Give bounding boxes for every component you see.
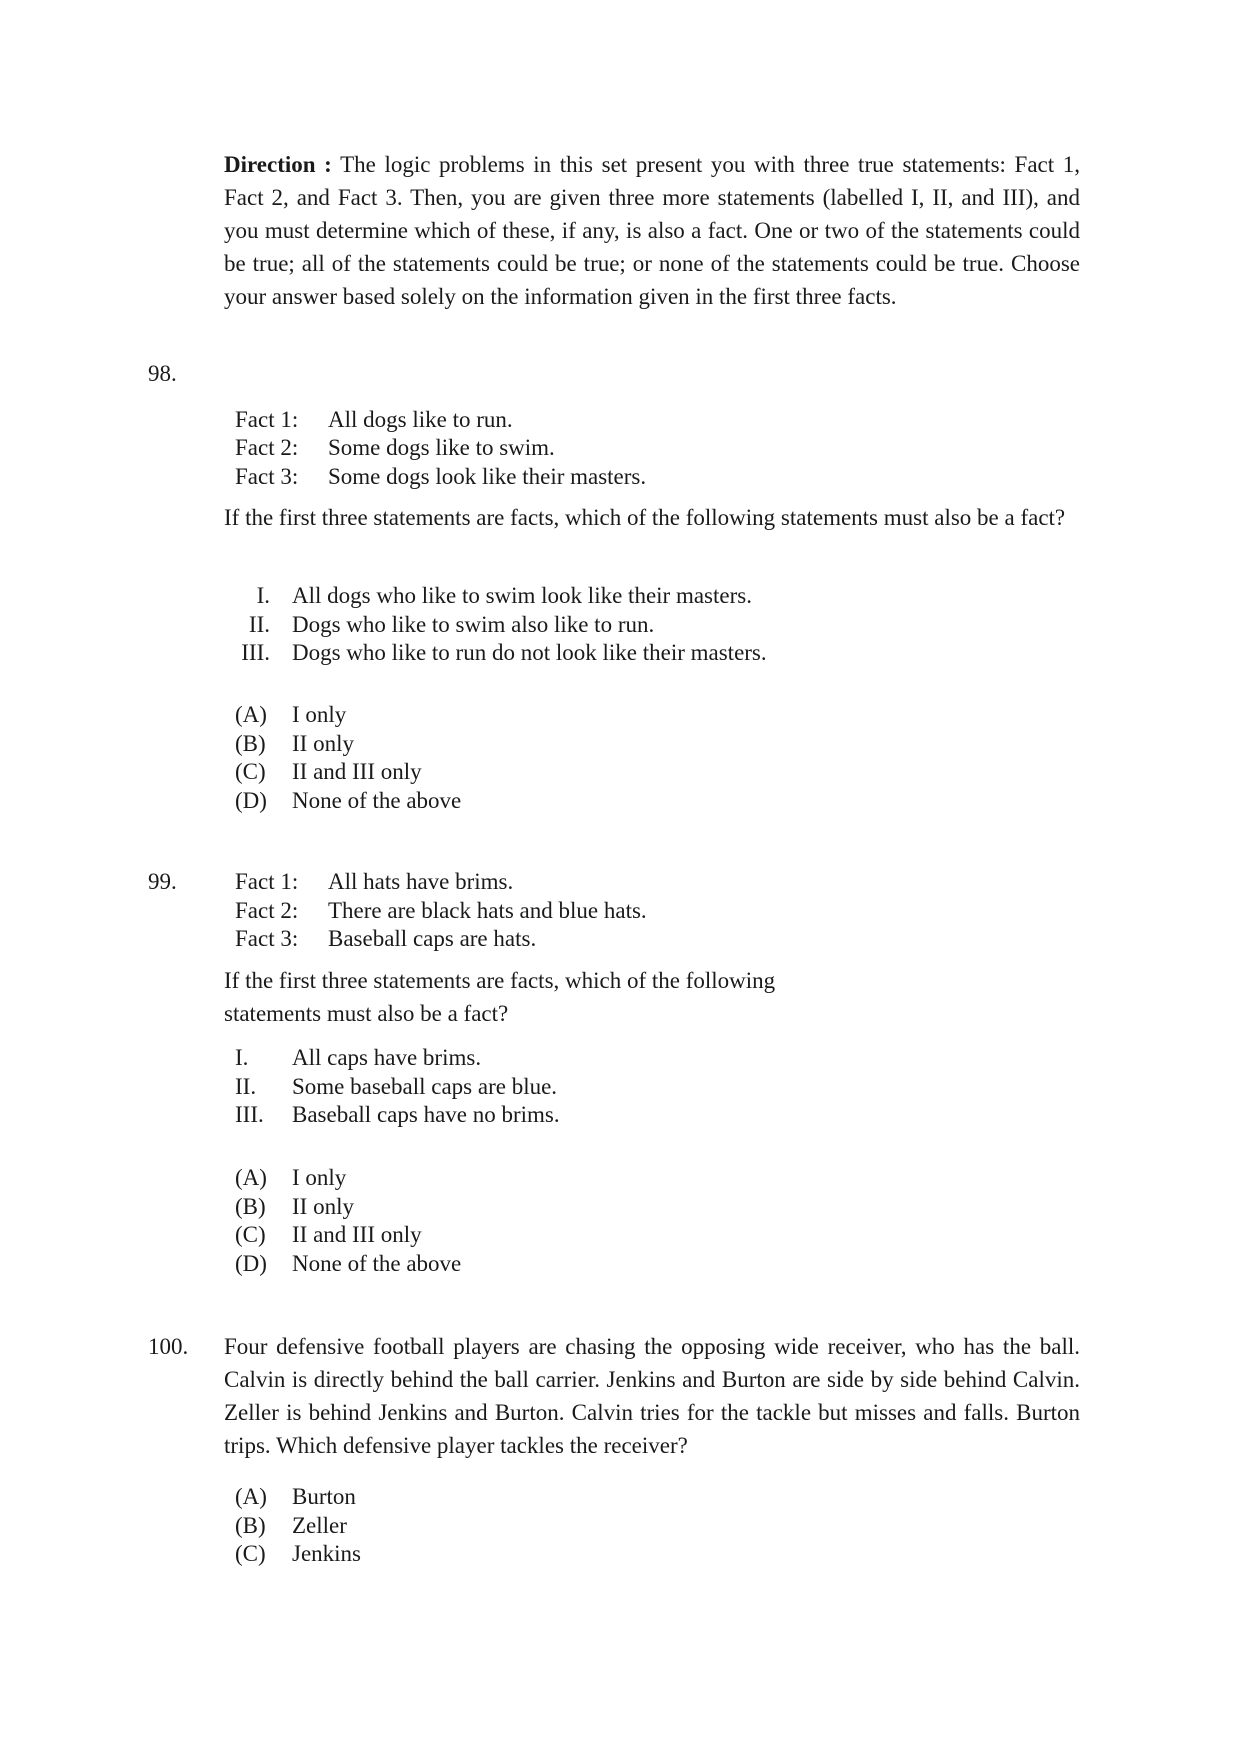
option-label: (A) bbox=[235, 1484, 267, 1509]
statement-label: I. bbox=[235, 1045, 249, 1070]
option-text: None of the above bbox=[292, 788, 462, 813]
statement-label: II. bbox=[235, 1074, 257, 1099]
fact-text: All hats have brims. bbox=[328, 869, 514, 894]
option-text: None of the above bbox=[292, 1251, 462, 1276]
direction-text: The logic problems in this set present you with three true statements: Fact 1, Fact 2, and Fact 3. Then, you are given three more statements (labelled I, II, and III), and you must determine which of these, if any, is also a fact. One or two of the statements could be true; all of the statements could be true; or none of the statements could be true. Choose your answer based solely on the information given in the first three facts. bbox=[224, 152, 1081, 309]
q99-question bbox=[224, 964, 775, 1030]
question-number-98: 98. bbox=[148, 361, 177, 386]
option-text: I only bbox=[292, 702, 347, 727]
statement-text: Baseball caps have no brims. bbox=[292, 1102, 560, 1127]
option-label: (B) bbox=[235, 1194, 266, 1219]
fact-text: Baseball caps are hats. bbox=[328, 926, 537, 951]
question-number-99: 99. bbox=[148, 869, 177, 894]
option-label: (D) bbox=[235, 1251, 267, 1276]
q99-question-line-2: statements must also be a fact? bbox=[224, 1001, 509, 1026]
statement-label: III. bbox=[235, 1102, 264, 1127]
option-label: (A) bbox=[235, 1165, 267, 1190]
option-label: (D) bbox=[235, 788, 267, 813]
q100-question: Four defensive football players are chasing the opposing wide receiver, who has the ball. Calvin is directly behind the ball carrier. Jenkins and Burton are side by side behind Calvin. Zeller is behind Jenkins and Burton. Calvin tries for the tackle but misses and falls. Burton trips. Which defensive player tackles the receiver? bbox=[224, 1334, 1080, 1458]
option-label: (C) bbox=[235, 1541, 266, 1566]
option-text: Burton bbox=[292, 1484, 356, 1509]
option-label: (A) bbox=[235, 702, 267, 727]
statement-text: All dogs who like to swim look like their masters. bbox=[292, 583, 752, 608]
statement-label: I. bbox=[256, 583, 270, 608]
direction-paragraph bbox=[224, 148, 1080, 313]
fact-label: Fact 2: bbox=[235, 898, 299, 923]
option-label: (C) bbox=[235, 1222, 266, 1247]
option-label: (C) bbox=[235, 759, 266, 784]
fact-text: There are black hats and blue hats. bbox=[328, 898, 647, 923]
option-text: II only bbox=[292, 1194, 354, 1219]
option-text: II only bbox=[292, 731, 354, 756]
statement-label: II. bbox=[248, 612, 270, 637]
statement-text: Dogs who like to swim also like to run. bbox=[292, 612, 655, 637]
option-text: II and III only bbox=[292, 1222, 422, 1247]
statement-text: Dogs who like to run do not look like their masters. bbox=[292, 640, 767, 665]
fact-label: Fact 1: bbox=[235, 407, 299, 432]
option-text: II and III only bbox=[292, 759, 422, 784]
fact-label: Fact 3: bbox=[235, 464, 299, 489]
fact-label: Fact 3: bbox=[235, 926, 299, 951]
option-text: I only bbox=[292, 1165, 347, 1190]
fact-text: Some dogs look like their masters. bbox=[328, 464, 647, 489]
fact-text: All dogs like to run. bbox=[328, 407, 513, 432]
q99-question-line-1: If the first three statements are facts, which of the following bbox=[224, 968, 776, 993]
fact-label: Fact 2: bbox=[235, 435, 299, 460]
option-label: (B) bbox=[235, 1513, 266, 1538]
fact-text: Some dogs like to swim. bbox=[328, 435, 555, 460]
option-text: Zeller bbox=[292, 1513, 347, 1538]
fact-label: Fact 1: bbox=[235, 869, 299, 894]
direction-label: Direction : bbox=[224, 152, 332, 177]
statement-text: Some baseball caps are blue. bbox=[292, 1074, 558, 1099]
question-number-100: 100. bbox=[148, 1334, 189, 1359]
statement-label: III. bbox=[241, 640, 270, 665]
q98-question: If the first three statements are facts, which of the following statements must also be a fact? bbox=[224, 505, 1066, 530]
option-text: Jenkins bbox=[292, 1541, 361, 1566]
statement-text: All caps have brims. bbox=[292, 1045, 482, 1070]
option-label: (B) bbox=[235, 731, 266, 756]
